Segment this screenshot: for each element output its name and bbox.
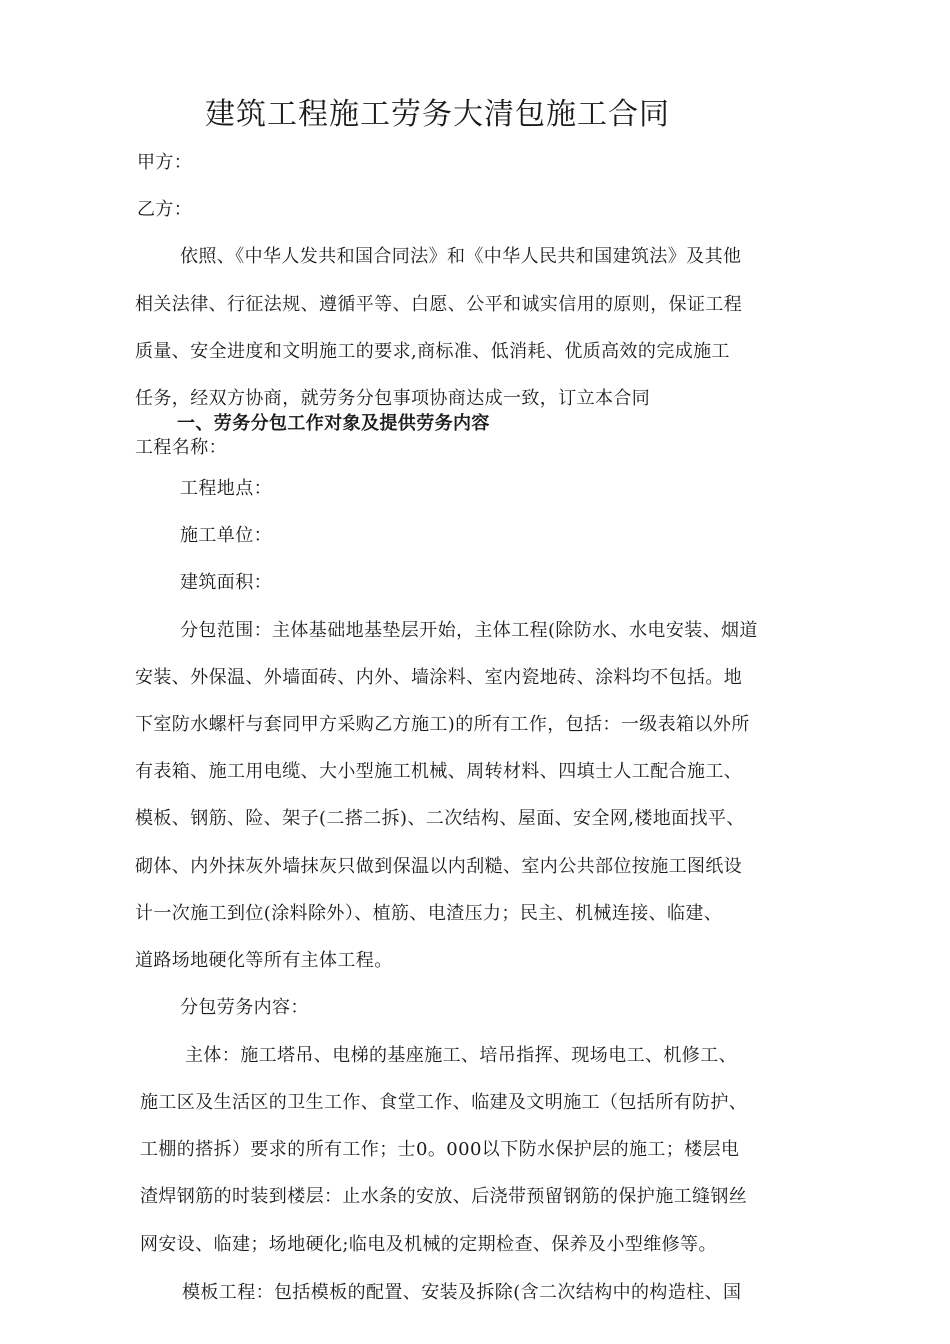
scope-line: 砌体、内外抹灰外墙抹灰只做到保温以内刮糙、室内公共部位按施工图纸设 bbox=[135, 856, 743, 877]
document-title: 建筑工程施工劳务大清包施工合同 bbox=[205, 97, 670, 132]
main-body-line: 工棚的搭拆）要求的所有工作；士0。000以下防水保护层的施工；楼层电 bbox=[140, 1139, 740, 1160]
intro-line: 相关法律、行征法规、遵循平等、白愿、公平和诚实信用的原则，保证工程 bbox=[135, 294, 743, 315]
section-heading: 一、劳务分包工作对象及提供劳务内容 bbox=[177, 413, 490, 434]
construction-unit-field: 施工单位： bbox=[180, 525, 272, 546]
scope-line: 安装、外保温、外墙面砖、内外、墙涂料、室内瓷地砖、涂料均不包括。地 bbox=[135, 667, 743, 688]
main-body-line: 网安设、临建；场地硬化;临电及机械的定期检查、保养及小型维修等。 bbox=[140, 1234, 717, 1255]
party-a-label: 甲方： bbox=[137, 152, 193, 173]
scope-line: 计一次施工到位(涂料除外）、植筋、电渣压力；民主、机械连接、临建、 bbox=[135, 903, 723, 924]
scope-line: 道路场地硬化等所有主体工程。 bbox=[135, 950, 393, 971]
main-body-line: 施工区及生活区的卫生工作、食堂工作、临建及文明施工（包括所有防护、 bbox=[140, 1092, 748, 1113]
labor-content-heading: 分包劳务内容： bbox=[180, 997, 309, 1018]
main-body-line: 主体：施工塔吊、电梯的基座施工、培吊指挥、现场电工、机修工、 bbox=[185, 1045, 737, 1066]
intro-line: 质量、安全进度和文明施工的要求,商标准、低消耗、优质高效的完成施工 bbox=[135, 341, 730, 362]
intro-line: 依照、《中华人发共和国合同法》和《中华人民共和国建筑法》及其他 bbox=[180, 246, 742, 267]
project-location-field: 工程地点： bbox=[180, 478, 272, 499]
scope-line: 分包范围：主体基础地基垫层开始，主体工程(除防水、水电安装、烟道 bbox=[180, 620, 758, 641]
project-name-field: 工程名称： bbox=[135, 437, 227, 458]
intro-line: 任务，经双方协商，就劳务分包事项协商达成一致，订立本合同 bbox=[135, 388, 651, 409]
party-b-label: 乙方： bbox=[137, 199, 193, 220]
main-body-line: 渣焊钢筋的时装到楼层：止水条的安放、后浇带预留钢筋的保护施工缝钢丝 bbox=[140, 1186, 748, 1207]
formwork-line: 模板工程：包括模板的配置、安装及拆除(含二次结构中的构造柱、国 bbox=[182, 1282, 742, 1303]
scope-line: 模板、钢筋、险、架子(二搭二拆)、二次结构、屋面、安全网,楼地面找平、 bbox=[135, 808, 745, 829]
scope-line: 下室防水螺杆与套同甲方采购乙方施工)的所有工作，包括：一级表箱以外所 bbox=[135, 714, 750, 735]
building-area-field: 建筑面积： bbox=[180, 572, 272, 593]
scope-line: 有表箱、施工用电缆、大小型施工机械、周转材料、四填士人工配合施工、 bbox=[135, 761, 743, 782]
